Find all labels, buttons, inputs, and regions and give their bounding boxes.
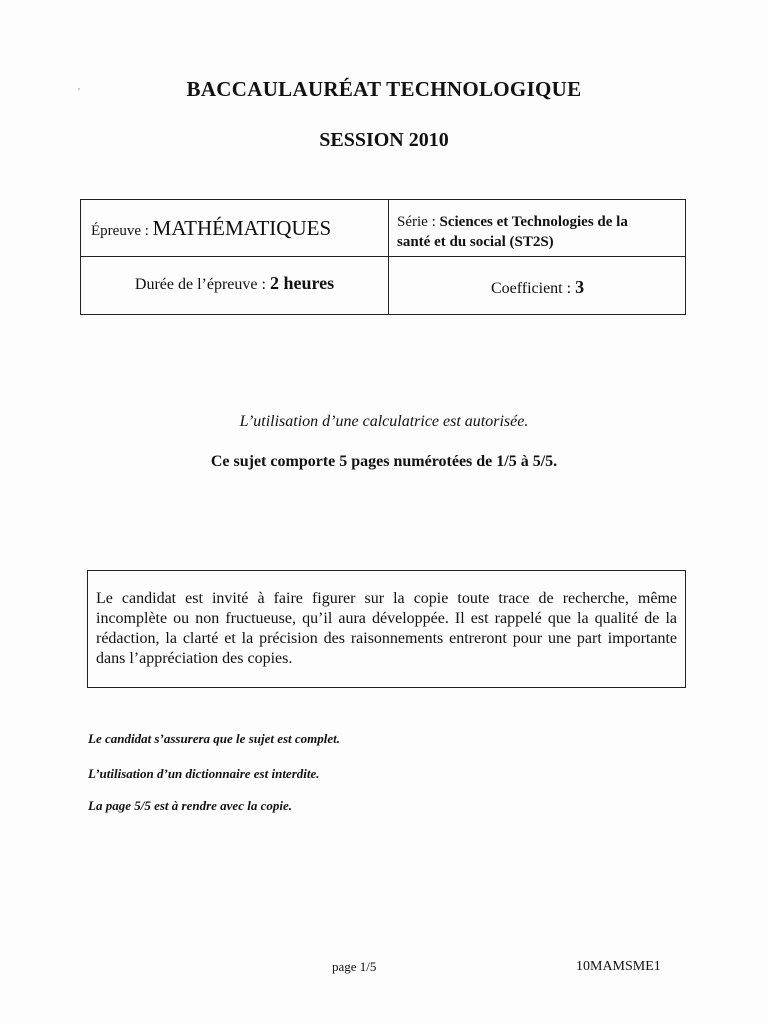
duree-cell — [81, 273, 388, 294]
epreuve-cell — [91, 216, 381, 241]
epreuve-value: MATHÉMATIQUES — [152, 216, 332, 240]
serie-label: Série : — [397, 214, 440, 230]
exam-title: BACCAULAURÉAT TECHNOLOGIQUE — [186, 77, 582, 101]
table-row-divider — [81, 256, 685, 257]
coefficient-cell — [388, 277, 687, 298]
note-subject-complete: Le candidat s’assurera que le sujet est complet. — [88, 731, 341, 746]
note-page-return: La page 5/5 est à rendre avec la copie. — [88, 798, 292, 813]
session-title: SESSION 2010 — [319, 129, 449, 151]
calculator-note: L’utilisation d’une calculatrice est autorisée. — [239, 413, 529, 430]
exam-info-table — [80, 199, 686, 315]
page-number: page 1/5 — [332, 959, 377, 974]
epreuve-label: Épreuve : — [91, 223, 153, 239]
subject-code: 10MAMSME1 — [576, 959, 661, 974]
candidate-notice-text: Le candidat est invité à faire figurer sur la copie toute trace de recherche, même incomplète ou non fructueuse, qu’il aura développée. Il est rappelé que la qualité de la rédaction, la clarté et la précision des raisonnements entreront pour une part importante dans l’appréciation des copies. — [96, 590, 677, 667]
duree-label: Durée de l’épreuve : — [134, 276, 270, 293]
duree-value: 2 heures — [269, 273, 335, 293]
coefficient-value: 3 — [575, 277, 585, 297]
page-count-note: Ce sujet comporte 5 pages numérotées de 1/5 à 5/5. — [210, 453, 558, 470]
note-dictionary-forbidden: L’utilisation d’un dictionnaire est interdite. — [88, 766, 320, 781]
coefficient-label: Coefficient : — [490, 280, 576, 297]
serie-cell — [397, 212, 683, 252]
serie-value-line2: santé et du social (ST2S) — [397, 234, 554, 250]
candidate-notice-box — [87, 570, 686, 688]
serie-value-line1: Sciences et Technologies de la — [439, 214, 628, 230]
